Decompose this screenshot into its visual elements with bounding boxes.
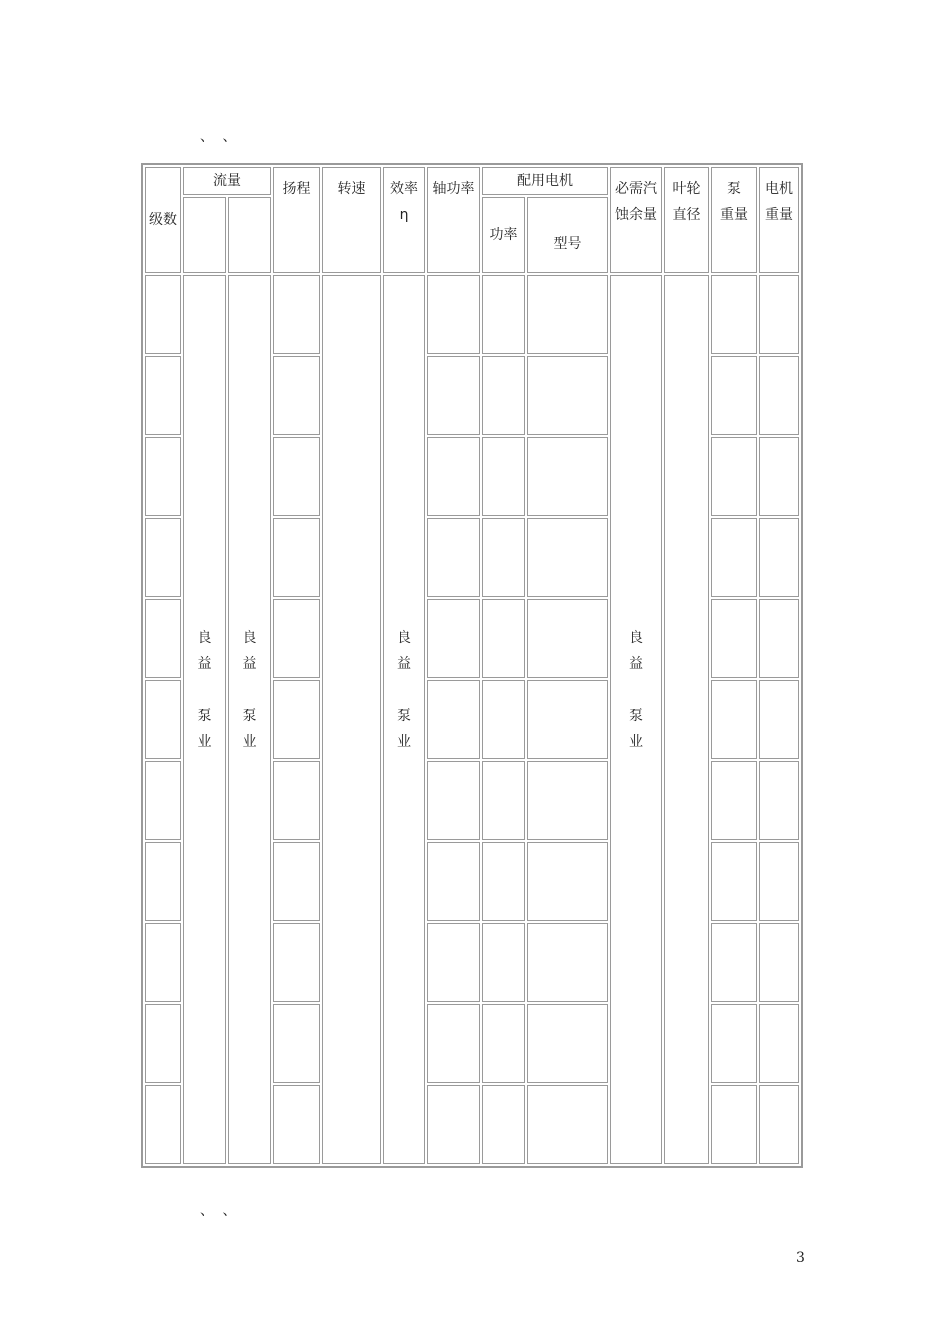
bottom-marks: 、 、 — [200, 1203, 239, 1219]
header-efficiency — [383, 167, 425, 273]
header-flow: 流量 — [183, 167, 271, 195]
cell-stages — [145, 1085, 181, 1164]
header-motor-weight-line2: 重量 — [765, 207, 793, 223]
cell-shaft-power — [427, 518, 480, 597]
cell-head — [273, 680, 320, 759]
header-efficiency-label: 效率 — [390, 181, 418, 197]
cell-motor-weight — [759, 842, 799, 921]
watermark-char: 良 — [629, 629, 643, 646]
cell-motor-weight — [759, 1004, 799, 1083]
header-impeller-line1: 叶轮 — [672, 181, 701, 197]
cell-head — [273, 356, 320, 435]
cell-pump-weight — [711, 518, 757, 597]
header-motor-model: 型号 — [527, 197, 608, 273]
watermark-char: 良 — [197, 629, 212, 646]
watermark-char: 业 — [197, 733, 212, 750]
cell-motor-power — [482, 599, 525, 678]
cell-pump-weight — [711, 275, 757, 354]
cell-motor-weight — [759, 1085, 799, 1164]
header-shaft-power: 轴功率 — [427, 167, 480, 273]
cell-motor-power — [482, 761, 525, 840]
header-impeller-diameter — [664, 167, 709, 273]
cell-motor-weight — [759, 518, 799, 597]
cell-motor-power — [482, 518, 525, 597]
watermark-char: 益 — [242, 655, 257, 672]
cell-motor-model — [527, 518, 608, 597]
cell-motor-power — [482, 437, 525, 516]
cell-motor-model — [527, 356, 608, 435]
header-pump-weight — [711, 167, 757, 273]
header-npsh-line2: 蚀余量 — [615, 207, 657, 223]
cell-motor-weight — [759, 437, 799, 516]
cell-shaft-power — [427, 356, 480, 435]
cell-impeller-merged — [664, 275, 709, 1164]
cell-stages — [145, 518, 181, 597]
cell-stages — [145, 275, 181, 354]
cell-head — [273, 1085, 320, 1164]
header-npsh-line1: 必需汽 — [615, 181, 657, 197]
header-motor-power: 功率 — [482, 197, 525, 273]
cell-shaft-power — [427, 599, 480, 678]
cell-head — [273, 437, 320, 516]
cell-head — [273, 842, 320, 921]
cell-head — [273, 1004, 320, 1083]
watermark-char: 益 — [197, 655, 212, 672]
cell-motor-model — [527, 680, 608, 759]
watermark-char: 业 — [242, 733, 257, 750]
cell-stages — [145, 842, 181, 921]
watermark-char: 益 — [629, 655, 643, 672]
pump-spec-table — [141, 163, 803, 1168]
header-motor: 配用电机 — [482, 167, 608, 195]
cell-flow-1-merged — [183, 275, 226, 1164]
cell-pump-weight — [711, 356, 757, 435]
cell-shaft-power — [427, 761, 480, 840]
cell-motor-weight — [759, 275, 799, 354]
watermark-char: 益 — [397, 655, 411, 672]
cell-shaft-power — [427, 680, 480, 759]
cell-shaft-power — [427, 923, 480, 1002]
cell-pump-weight — [711, 680, 757, 759]
header-flow-sub-2 — [228, 197, 271, 273]
cell-stages — [145, 923, 181, 1002]
cell-motor-power — [482, 356, 525, 435]
cell-motor-power — [482, 680, 525, 759]
cell-shaft-power — [427, 842, 480, 921]
cell-motor-weight — [759, 923, 799, 1002]
cell-motor-power — [482, 275, 525, 354]
cell-speed-merged — [322, 275, 381, 1164]
header-flow-sub-1 — [183, 197, 226, 273]
top-marks: 、 、 — [200, 129, 239, 145]
watermark-char: 良 — [242, 629, 257, 646]
cell-motor-model — [527, 1085, 608, 1164]
cell-shaft-power — [427, 1085, 480, 1164]
cell-motor-power — [482, 842, 525, 921]
cell-head — [273, 599, 320, 678]
watermark-char: 泵 — [629, 707, 643, 724]
watermark-char: 泵 — [397, 707, 411, 724]
cell-stages — [145, 680, 181, 759]
cell-stages — [145, 599, 181, 678]
header-motor-weight — [759, 167, 799, 273]
cell-head — [273, 923, 320, 1002]
header-stages: 级数 — [145, 167, 181, 273]
cell-shaft-power — [427, 437, 480, 516]
header-pump-weight-line2: 重量 — [720, 207, 748, 223]
cell-stages — [145, 437, 181, 516]
cell-pump-weight — [711, 599, 757, 678]
header-npsh — [610, 167, 662, 273]
cell-motor-power — [482, 923, 525, 1002]
cell-pump-weight — [711, 1085, 757, 1164]
cell-stages — [145, 1004, 181, 1083]
cell-pump-weight — [711, 842, 757, 921]
cell-stages — [145, 356, 181, 435]
cell-head — [273, 275, 320, 354]
table-row — [145, 275, 799, 354]
cell-shaft-power — [427, 275, 480, 354]
header-speed: 转速 — [322, 167, 381, 273]
cell-shaft-power — [427, 1004, 480, 1083]
cell-pump-weight — [711, 1004, 757, 1083]
cell-motor-model — [527, 437, 608, 516]
cell-head — [273, 761, 320, 840]
cell-npsh-merged — [610, 275, 662, 1164]
cell-motor-weight — [759, 761, 799, 840]
watermark-char: 泵 — [242, 707, 257, 724]
cell-motor-weight — [759, 680, 799, 759]
cell-pump-weight — [711, 437, 757, 516]
cell-efficiency-merged — [383, 275, 425, 1164]
cell-motor-power — [482, 1085, 525, 1164]
cell-motor-weight — [759, 356, 799, 435]
header-efficiency-symbol: η — [399, 207, 409, 223]
header-head: 扬程 — [273, 167, 320, 273]
cell-flow-2-merged — [228, 275, 271, 1164]
cell-pump-weight — [711, 761, 757, 840]
cell-motor-weight — [759, 599, 799, 678]
cell-motor-model — [527, 923, 608, 1002]
watermark-char: 业 — [629, 733, 643, 750]
cell-motor-model — [527, 599, 608, 678]
watermark-char: 泵 — [197, 707, 212, 724]
cell-motor-model — [527, 842, 608, 921]
watermark-char: 良 — [397, 629, 411, 646]
cell-motor-power — [482, 1004, 525, 1083]
cell-stages — [145, 761, 181, 840]
header-impeller-line2: 直径 — [672, 207, 701, 223]
header-motor-weight-line1: 电机 — [765, 181, 793, 197]
cell-pump-weight — [711, 923, 757, 1002]
cell-motor-model — [527, 275, 608, 354]
page-number: 3 — [796, 1250, 805, 1266]
watermark-char: 业 — [397, 733, 411, 750]
cell-head — [273, 518, 320, 597]
cell-motor-model — [527, 1004, 608, 1083]
cell-motor-model — [527, 761, 608, 840]
header-pump-weight-line1: 泵 — [727, 181, 741, 197]
